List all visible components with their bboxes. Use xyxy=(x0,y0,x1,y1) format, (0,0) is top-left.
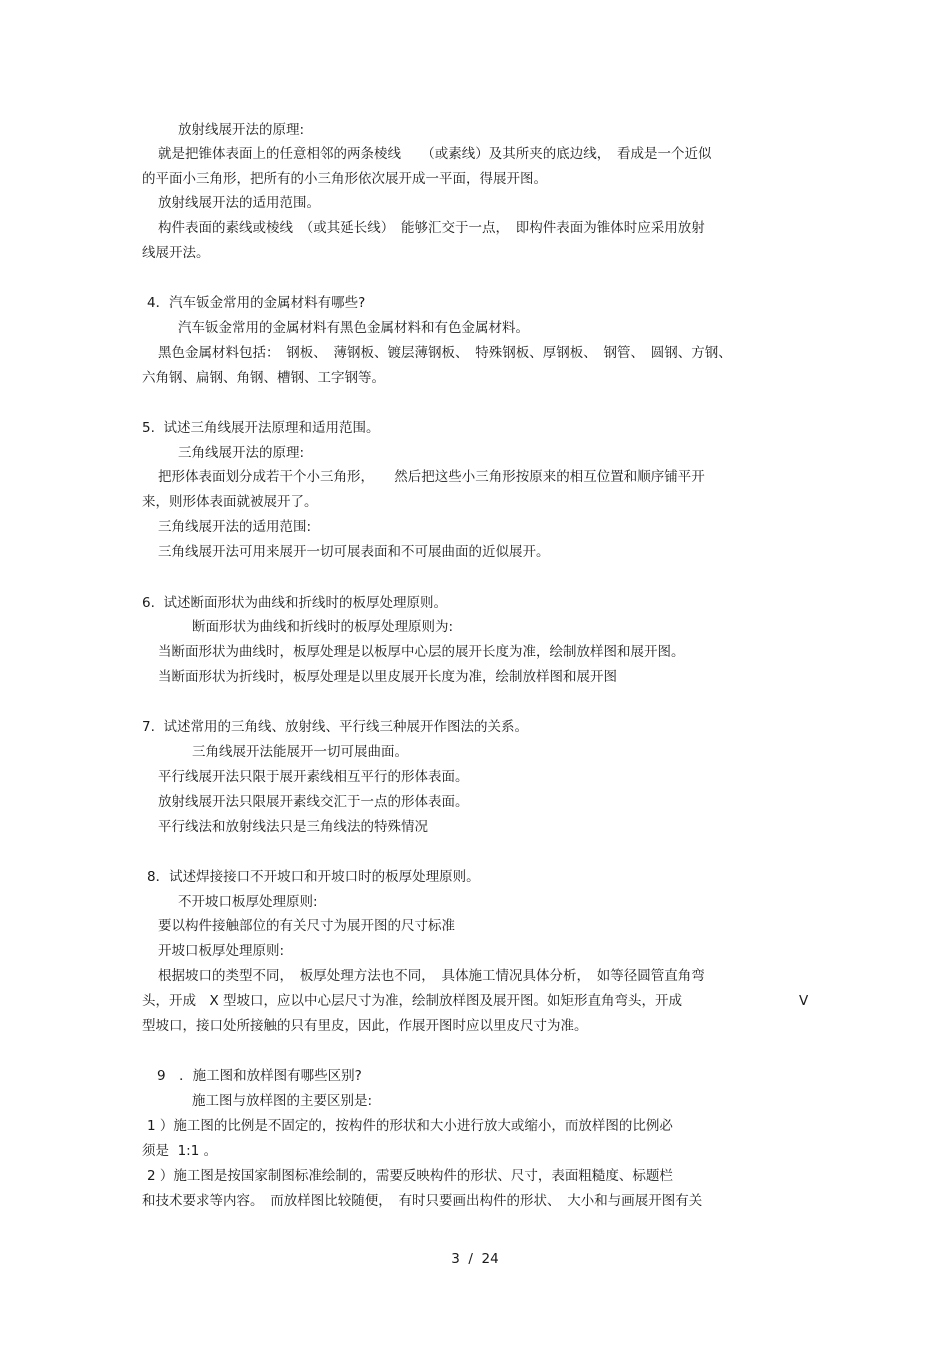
text-line: 来，则形体表面就被展开了。 xyxy=(142,494,318,510)
text-line: 施工图与放样图的主要区别是: xyxy=(192,1093,373,1109)
text-line: 放射线展开法只限展开素线交汇于一点的形体表面。 xyxy=(158,794,469,810)
text-line: 不开坡口板厚处理原则: xyxy=(178,894,318,910)
text-line: 头，开成 X 型坡口，应以中心层尺寸为准，绘制放样图及展开图。如矩形直角弯头，开成 xyxy=(142,993,683,1009)
text-line: 三角线展开法的原理: xyxy=(178,445,305,461)
question-heading: 7. 试述常用的三角线、放射线、平行线三种展开作图法的关系。 xyxy=(142,719,528,735)
text-line: V xyxy=(799,993,809,1009)
text-line: 放射线展开法的适用范围。 xyxy=(158,195,320,211)
text-line: 1 ）施工图的比例是不固定的，按构件的形状和大小进行放大或缩小，而放样图的比例必 xyxy=(147,1118,673,1134)
text-line: 的平面小三角形，把所有的小三角形依次展开成一平面，得展开图。 xyxy=(142,171,547,187)
text-line: 六角钢、扁钢、角钢、槽钢、工字钢等。 xyxy=(142,370,385,386)
text-line: 断面形状为曲线和折线时的板厚处理原则为: xyxy=(192,619,454,635)
text-line: 放射线展开法的原理: xyxy=(178,122,305,138)
text-line: 三角线展开法的适用范围: xyxy=(158,519,312,535)
page-number: 3 / 24 xyxy=(451,1251,499,1267)
text-line: 三角线展开法可用来展开一切可展表面和不可展曲面的近似展开。 xyxy=(158,544,550,560)
text-line: 黑色金属材料包括： 钢板、 薄钢板、镀层薄钢板、 特殊钢板、厚钢板、 钢管、 圆钢、方钢、 xyxy=(158,345,732,361)
text-line: 根据坡口的类型不同， 板厚处理方法也不同， 具体施工情况具体分析， 如等径圆管直角弯 xyxy=(158,968,705,984)
text-line: 就是把锥体表面上的任意相邻的两条棱线 （或素线）及其所夹的底边线， 看成是一个近似 xyxy=(158,146,712,162)
text-line: 要以构件接触部位的有关尺寸为展开图的尺寸标准 xyxy=(158,918,455,934)
text-line: 线展开法。 xyxy=(142,245,210,261)
text-line: 汽车钣金常用的金属材料有黑色金属材料和有色金属材料。 xyxy=(178,320,529,336)
question-heading: 6. 试述断面形状为曲线和折线时的板厚处理原则。 xyxy=(142,595,447,611)
text-line: 当断面形状为曲线时，板厚处理是以板厚中心层的展开长度为准，绘制放样图和展开图。 xyxy=(158,644,685,660)
question-heading: 4．汽车钣金常用的金属材料有哪些? xyxy=(147,295,366,311)
text-line: 构件表面的素线或棱线 （或其延长线） 能够汇交于一点， 即构件表面为锥体时应采用放射 xyxy=(158,220,705,236)
text-line: 平行线法和放射线法只是三角线法的特殊情况 xyxy=(158,819,428,835)
text-line: 三角线展开法能展开一切可展曲面。 xyxy=(192,744,408,760)
question-heading: 9 ．施工图和放样图有哪些区别? xyxy=(157,1068,362,1084)
text-line: 型坡口，接口处所接触的只有里皮，因此，作展开图时应以里皮尺寸为准。 xyxy=(142,1018,588,1034)
text-line: 2 ）施工图是按国家制图标准绘制的，需要反映构件的形状、尺寸，表面粗糙度、标题栏 xyxy=(147,1168,673,1184)
question-heading: 8．试述焊接接口不开坡口和开坡口时的板厚处理原则。 xyxy=(147,869,480,885)
text-line: 开坡口板厚处理原则: xyxy=(158,943,285,959)
text-line: 把形体表面划分成若干个小三角形， 然后把这些小三角形按原来的相互位置和顺序铺平开 xyxy=(158,469,705,485)
text-line: 须是 1:1 。 xyxy=(142,1143,218,1159)
question-heading: 5. 试述三角线展开法原理和适用范围。 xyxy=(142,420,380,436)
text-line: 当断面形状为折线时，板厚处理是以里皮展开长度为准，绘制放样图和展开图 xyxy=(158,669,617,685)
text-line: 平行线展开法只限于展开素线相互平行的形体表面。 xyxy=(158,769,469,785)
text-line: 和技术要求等内容。 而放样图比较随便， 有时只要画出构件的形状、 大小和与画展开图有关 xyxy=(142,1193,703,1209)
